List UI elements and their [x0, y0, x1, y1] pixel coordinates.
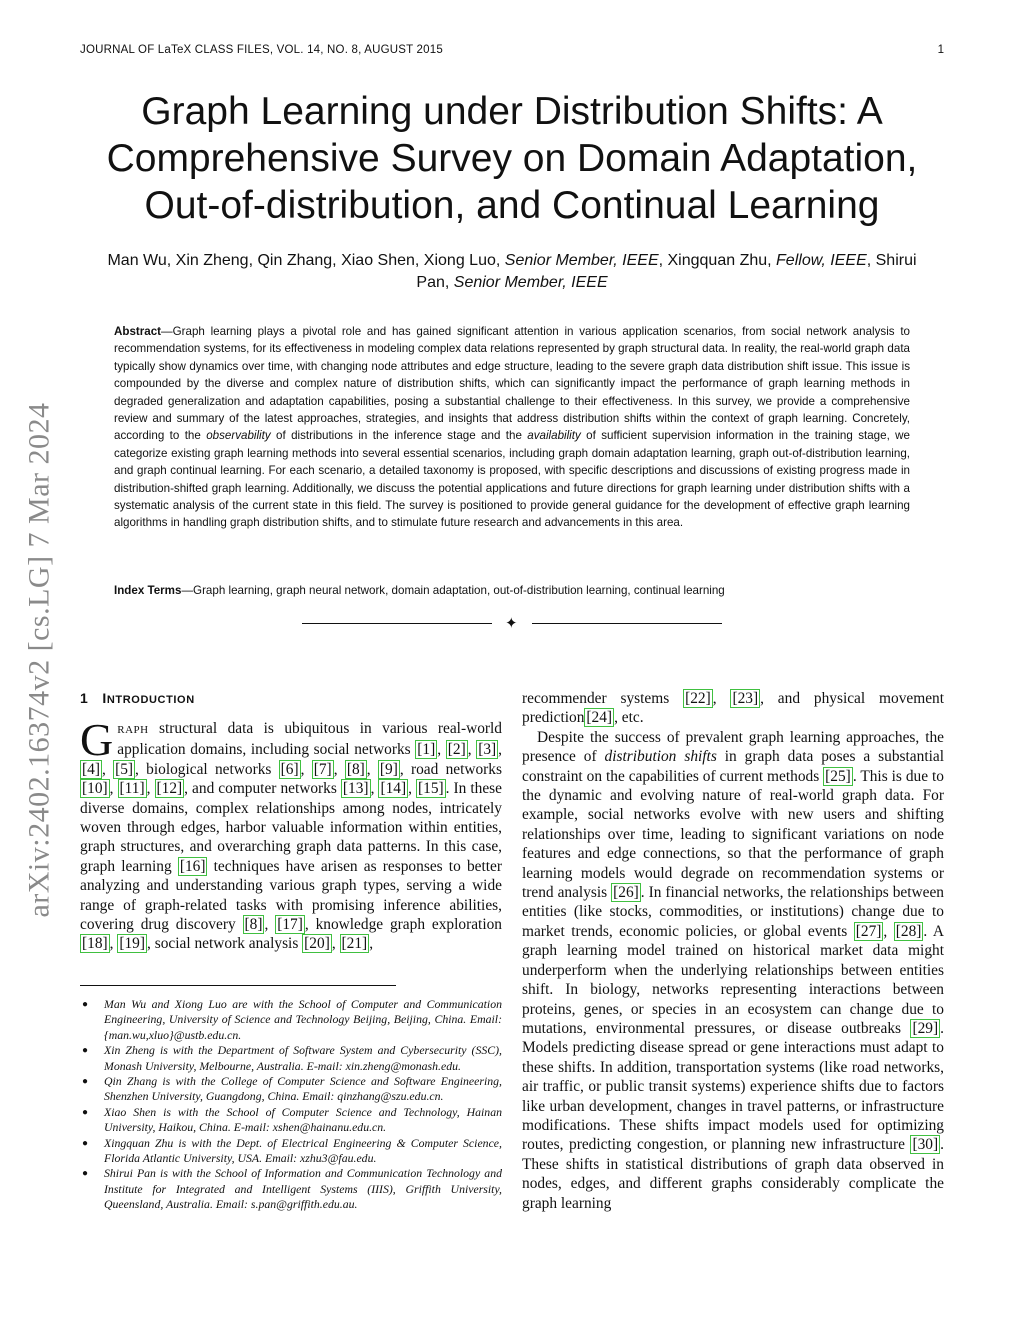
footnote-text: Xin Zheng is with the Department of Software System and Cybersecurity (SSC), Monash University, Melbourne, Australia. E-mail: xin.zheng@monash.edu.: [104, 1043, 502, 1073]
citation-link[interactable]: [17]: [277, 916, 303, 934]
citation-link[interactable]: [21]: [341, 935, 368, 953]
section-title-rest: NTRODUCTION: [106, 694, 195, 706]
bullet-icon: ●: [82, 1168, 89, 1180]
footnote-text: Man Wu and Xiong Luo are with the School of Computer and Communication Engineering, University of Science and Technology Beijing, Beijing, China. Email: {man.wu,xluo}@ustb.edu.cn.: [104, 997, 502, 1042]
abstract-text-2: of distributions in the inference stage and the: [270, 429, 528, 443]
footnote-item: [80, 1105, 502, 1136]
footnote-item: [80, 1074, 502, 1105]
citation-link[interactable]: [8]: [346, 760, 365, 778]
footnote-item: [80, 1166, 502, 1212]
index-terms-text: —Graph learning, graph neural network, domain adaptation, out-of-distribution learning, continual learning: [181, 584, 725, 597]
citation-link[interactable]: [18]: [82, 935, 108, 953]
affiliation-footnotes: [80, 997, 502, 1213]
citation-link[interactable]: [2]: [447, 741, 466, 759]
citation-link[interactable]: [27]: [855, 922, 882, 940]
body-text: , and computer networks: [184, 780, 341, 798]
body-text: . A graph learning model trained on historical market data might underperform when the underlying relationships between entities shift. In biology, networks representing interactions between proteins, genes, or species in an ecosystem can change due to mutations, environmental pressures, or disease outbreaks: [522, 922, 945, 1037]
footnote-text: Xingquan Zhu is with the Dept. of Electrical Engineering & Computer Science, Florida Atlantic University, USA. Email: xzhu3@fau.edu.: [104, 1135, 502, 1166]
body-text: . This is due to the dynamic and evolving nature of real-world graph data. For example, social networks evolve with new users and shifting relationships over time, leading to significant variations on node features and edge connections, so that the performance of graph learning models would degrade on recommendation systems or trend analysis: [522, 767, 944, 902]
section-title-initial: I: [102, 690, 107, 706]
abstract: [114, 323, 910, 532]
bullet-icon: ●: [82, 1137, 89, 1149]
citation-link[interactable]: [8]: [244, 916, 263, 934]
body-text: , etc.: [614, 709, 644, 727]
section-heading-introduction: [80, 690, 195, 706]
body-text: ,: [369, 935, 374, 953]
citation-link[interactable]: [24]: [586, 709, 613, 727]
body-text: Despite the success of prevalent graph learning approaches, the presence of: [522, 728, 944, 766]
page-number: 1: [937, 44, 944, 56]
footnote-rule: [80, 985, 396, 986]
body-text: recommender systems: [522, 690, 684, 707]
emphasis-distribution-shifts: distribution shifts: [604, 748, 717, 766]
footnote-item: [80, 997, 502, 1043]
body-text: , social network analysis: [147, 935, 303, 953]
abstract-emphasis-availability: availability: [527, 429, 581, 443]
footnote-text: Qin Zhang is with the College of Computer Science and Software Engineering, Shenzhen University, Guangdong, China. Email: qinzhang@szu.edu.cn.: [104, 1074, 502, 1104]
diamond-star-icon: ✦: [505, 614, 518, 632]
citation-link[interactable]: [22]: [685, 690, 711, 707]
abstract-text-3: of sufficient supervision information in the training stage, we categorize existing graph learning methods into several essential scenarios, including graph domain adaptation learning, graph out-of-distribution learning, and graph continual learning. For each scenario, a detailed taxonomy is proposed, with specific descriptions and discussions of existing progress made in distribution-shifted graph learning. Additionally, we discuss the potential applications and future directions for graph learning under distribution shifts with a systematic analysis of the current state in this field. The survey is positioned to provide general guidance for the development of effective graph learning algorithms in handling graph distribution shifts, and to stimulate future research and advancements in this area.: [114, 429, 910, 530]
body-text: , biological networks: [135, 760, 279, 778]
citation-link[interactable]: [4]: [82, 760, 100, 778]
dropcap-letter: G: [80, 714, 114, 765]
author-list: [90, 250, 934, 294]
index-terms-label: Index Terms: [114, 584, 182, 597]
footnote-text: Xiao Shen is with the School of Computer Science and Technology, Hainan University, Haikou, China. E-mail: xshen@hainanu.edu.cn.: [104, 1104, 502, 1135]
citation-link[interactable]: [3]: [478, 741, 497, 759]
citation-link[interactable]: [28]: [895, 922, 922, 940]
author-membership-1: Senior Member, IEEE: [504, 252, 659, 269]
citation-link[interactable]: [13]: [342, 780, 369, 798]
footnote-text: Shirui Pan is with the School of Information and Communication Technology and Institute for Integrated and Intelligent Systems (IIIS), Griffith University, Queensland, Australia. Email: s.pan@griffith.edu.au.: [104, 1166, 502, 1212]
intro-paragraph-1: GRAPH structural data is ubiquitous in various real-world application domains, including social networks [1] , [2] , [3] , [4] , [5] , biological networks [6] , [7] , [8] , [9] , road networks [10] , [11] , [12] , and computer networks [13] , [14] , [15] . In these diverse domains, complex relationships among nodes, intricately woven through edges, harbor valuable information within entities, graph structures, and overarching graph data patterns. In this case, graph learning [16] techniques have arisen as responses to better analyzing and understanding various graph types, serving a wide range of graph-related tasks with promising inference abilities, covering drug discovery [8] , [17] , knowledge graph exploration [18] , [19] , social network analysis [20] , [21] ,: [80, 714, 503, 953]
intro-paragraph-2: Despite the success of prevalent graph learning approaches, the presence of distribution shifts in graph data poses a substantial constraint on the capabilities of current methods [25] . This is due to the dynamic and evolving nature of real-world graph data. For example, social networks evolve with new users and shifting relationships over time, leading to significant variations on node features and edge connections, so that the performance of graph learning models would degrade on recommendation systems or trend analysis [26] . In financial networks, the relationships between entities (like stocks, commodities, or institutions) change due to market trends, economic policies, or global events [27] , [28] . A graph learning model trained on historical market data might underperform when the underlying relationships between entities shift. In biology, networks representing interactions between proteins, genes, or species in an ecosystem can change due to mutations, environmental pressures, or disease outbreaks [29] . Models predicting disease spread or gene interactions must adapt to these shifts. In addition, transportation systems (like road networks, air traffic, or public transit systems) experience shifts due to factors like urban development, changes in travel patterns, or infrastructure modifications. These shifts impact models used for optimizing routes, predicting congestion, or planning new infrastructure [30] . These shifts in statistical distributions of graph data observed in nodes, edges, and different graphs considerably complicate the graph learning: [522, 728, 945, 1212]
citation-link[interactable]: [23]: [732, 690, 759, 707]
citation-link[interactable]: [7]: [313, 760, 332, 778]
section-number: 1: [80, 690, 89, 706]
bullet-icon: ●: [82, 1076, 89, 1088]
abstract-text-1: —Graph learning plays a pivotal role and has gained significant attention in various application scenarios, from social network analysis to recommendation systems, for its effectiveness in modeling complex data relations represented by graph structural data. In reality, the real-world graph data typically show dynamics over time, with changing node attributes and edge structure, leading to the severe graph data distribution shift issue. This issue is compounded by the diverse and complex nature of distribution shifts, which can significantly impact the performance of graph learning methods in degraded generalization and adaptation capabilities, posing a substantial challenge to their effectiveness. In this survey, we provide a comprehensive review and summary of the latest approaches, strategies, and insights that address distribution shifts within the context of graph learning. Concretely, according to the: [114, 325, 910, 443]
arxiv-stamp: [10, 355, 70, 965]
citation-link[interactable]: [16]: [179, 857, 206, 875]
citation-link[interactable]: [20]: [304, 935, 330, 953]
body-text: in graph data poses a substantial constraint on the capabilities of current methods: [522, 748, 944, 785]
citation-link[interactable]: [6]: [280, 760, 299, 778]
citation-link[interactable]: [14]: [380, 780, 407, 798]
authors-part-1: Man Wu, Xin Zheng, Qin Zhang, Xiao Shen, Xiong Luo,: [107, 252, 501, 269]
citation-link[interactable]: [12]: [156, 780, 183, 798]
right-column-body: [522, 689, 944, 1213]
citation-link[interactable]: [5]: [115, 760, 134, 778]
citation-link[interactable]: [1]: [417, 741, 436, 759]
citation-link[interactable]: [11]: [119, 780, 145, 798]
bullet-icon: ●: [82, 1045, 89, 1057]
divider-line-right: [532, 623, 722, 624]
citation-link[interactable]: [19]: [119, 935, 146, 953]
body-text: . These shifts in statistical distributions of graph data observed in nodes, edges, and different graphs considerably complicate the graph learning: [522, 1136, 944, 1212]
citation-link[interactable]: [30]: [912, 1136, 939, 1154]
citation-link[interactable]: [29]: [912, 1019, 939, 1037]
index-terms: [114, 584, 910, 597]
citation-link[interactable]: [26]: [613, 884, 639, 902]
authors-part-3: , Shirui Pan,: [416, 252, 917, 291]
body-text: , and physical movement prediction: [522, 690, 944, 727]
footnote-item: [80, 1043, 502, 1074]
left-column-body: [80, 714, 503, 954]
paper-title: Graph Learning under Distribution Shifts: A Comprehensive Survey on Domain Adaptation, Out-of-distribution, and Continual Learning: [106, 90, 918, 227]
citation-link[interactable]: [10]: [82, 780, 108, 798]
abstract-label: Abstract: [114, 325, 162, 338]
bullet-icon: ●: [82, 999, 89, 1010]
divider-line-left: [302, 623, 492, 624]
authors-part-2: , Xingquan Zhu,: [658, 252, 772, 269]
citation-link[interactable]: [25]: [825, 767, 851, 785]
body-text: techniques have arisen as responses to better analyzing and understanding various graph types, serving a wide range of graph-related tasks with promising inference abilities, covering drug discovery: [80, 857, 502, 934]
body-text: . Models predicting disease spread or gene interactions must adapt to these shifts. In addition, transportation systems (like road networks, air traffic, or public transit systems) experience shifts due to factors like urban development, changes in travel patterns, or infrastructure modifications. These shifts impact models used for optimizing routes, predicting congestion, or planning new infrastructure: [522, 1019, 944, 1154]
abstract-emphasis-observability: observability: [206, 429, 271, 443]
citation-link[interactable]: [9]: [379, 760, 398, 778]
body-text: , knowledge graph exploration: [304, 916, 502, 934]
running-header-journal: JOURNAL OF LaTeX CLASS FILES, VOL. 14, NO. 8, AUGUST 2015: [80, 44, 443, 56]
footnote-item: [80, 1136, 502, 1167]
smallcaps-lead: RAPH: [117, 724, 149, 736]
body-text: structural data is ubiquitous in various real-world application domains, including social networks: [117, 720, 502, 759]
citation-link[interactable]: [15]: [418, 780, 444, 798]
body-text: , road networks: [399, 760, 502, 778]
intro-paragraph-1-continued: recommender systems [22] , [23] , and physical movement prediction [24] , etc.: [522, 690, 944, 727]
body-text: . In financial networks, the relationships between entities (like stocks, commodities, or institutions) change due to market trends, economic policies, or global events: [522, 884, 945, 940]
section-divider: [302, 614, 722, 632]
arxiv-stamp-text: arXiv:2402.16374v2 [cs.LG] 7 Mar 2024: [23, 402, 56, 918]
bullet-icon: ●: [82, 1106, 89, 1118]
author-membership-3: Senior Member, IEEE: [453, 274, 608, 291]
body-text: . In these diverse domains, complex relationships among nodes, intricately woven through edges, harbor valuable information within entities, graph structures, and overarching graph data patterns. In this case, graph learning: [80, 780, 503, 875]
author-membership-2: Fellow, IEEE: [776, 252, 867, 269]
